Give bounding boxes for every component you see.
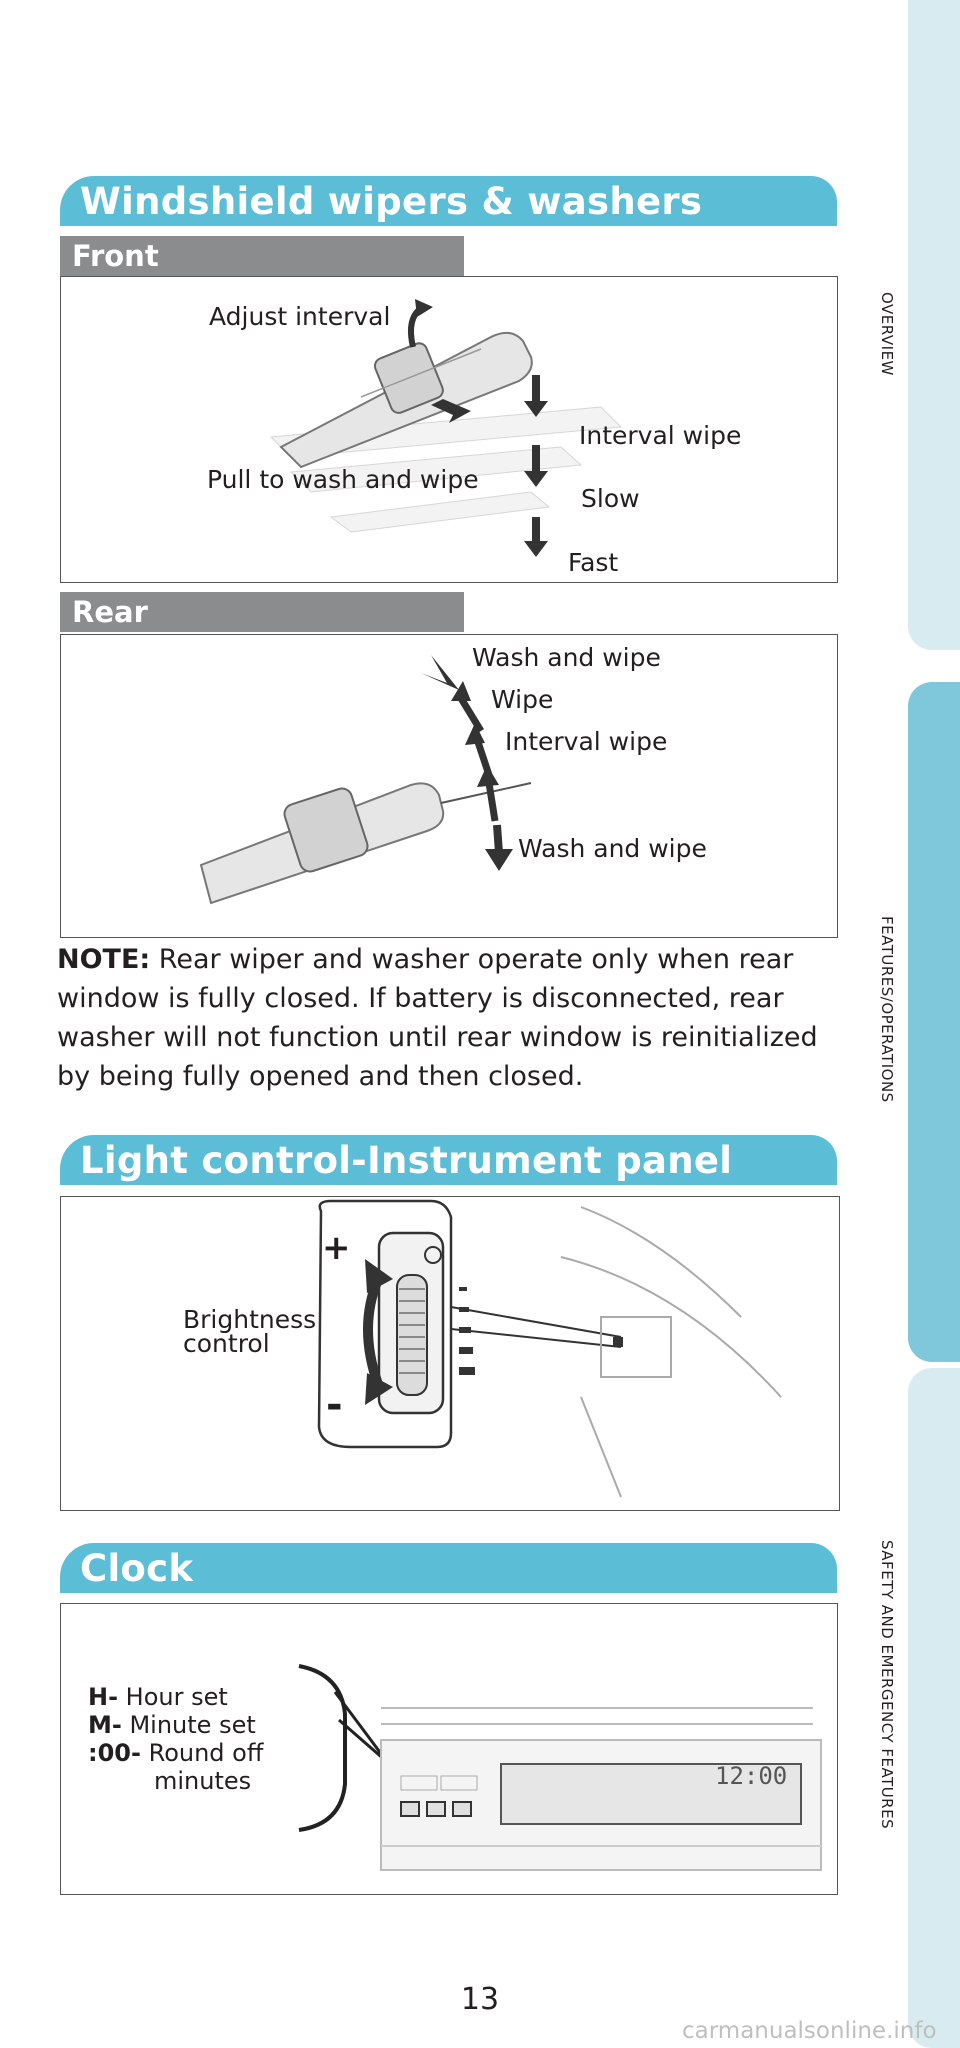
rear-wiper-lever-icon: [61, 635, 836, 935]
brightness-label-line1: Brightness: [183, 1305, 317, 1334]
side-label-overview: OVERVIEW: [878, 292, 896, 376]
label-fast: Fast: [568, 548, 619, 577]
brightness-control-label: [183, 1305, 317, 1358]
light-section-title: Light control-Instrument panel: [60, 1135, 837, 1185]
label-adjust-interval: Adjust interval: [209, 302, 391, 331]
brightness-plus: +: [322, 1228, 351, 1268]
brightness-minus: -: [326, 1382, 343, 1428]
clock-item-round-desc: Round off: [140, 1739, 264, 1767]
side-label-safety: SAFETY AND EMERGENCY FEATURES: [878, 1540, 896, 1830]
brightness-label-line2: control: [183, 1329, 270, 1358]
clock-item-hour-key: H-: [88, 1683, 119, 1711]
label-interval-wipe-front: Interval wipe: [579, 421, 742, 450]
tab-overview[interactable]: [908, 0, 960, 650]
rear-wiper-note: [57, 940, 847, 1096]
note-text: Rear wiper and washer operate only when rear window is fully closed. If battery is disconnected, rear washer will not function until rear window is reinitialized by being fully opened and then closed.: [57, 944, 818, 1092]
rear-wiper-figure: [60, 634, 838, 938]
label-pull-wash-wipe: Pull to wash and wipe: [207, 465, 479, 494]
tab-features-operations[interactable]: [908, 682, 960, 1362]
wipers-section-title: Windshield wipers & washers: [60, 176, 837, 226]
front-subheader: Front: [60, 236, 464, 276]
clock-item-round-cont: minutes: [154, 1767, 252, 1795]
label-slow: Slow: [581, 484, 640, 513]
rear-subheader: Rear: [60, 592, 464, 632]
clock-item-minute-desc: Minute set: [121, 1711, 256, 1739]
brightness-dial-icon: [61, 1197, 838, 1509]
page-number: 13: [460, 1982, 500, 2017]
clock-item-minute: [88, 1711, 263, 1739]
clock-section-title: Clock: [60, 1543, 837, 1593]
label-wash-wipe-top: Wash and wipe: [472, 643, 661, 672]
clock-item-hour: [88, 1683, 263, 1711]
label-interval-wipe-rear: Interval wipe: [505, 727, 668, 756]
label-wipe: Wipe: [491, 685, 554, 714]
clock-item-round-key: :00-: [88, 1739, 141, 1767]
clock-item-hour-desc: Hour set: [118, 1683, 228, 1711]
clock-item-minute-key: M-: [88, 1711, 122, 1739]
clock-item-round: [88, 1739, 263, 1767]
clock-display: 12:00: [715, 1762, 788, 1790]
clock-legend: [88, 1683, 263, 1795]
side-label-features: FEATURES/OPERATIONS: [878, 916, 896, 1103]
watermark: carmanualsonline.info: [682, 2018, 937, 2044]
label-wash-wipe-bottom: Wash and wipe: [518, 834, 707, 863]
note-label: NOTE:: [57, 944, 151, 975]
light-control-figure: [60, 1196, 840, 1511]
tab-safety-emergency[interactable]: [908, 1368, 960, 2048]
